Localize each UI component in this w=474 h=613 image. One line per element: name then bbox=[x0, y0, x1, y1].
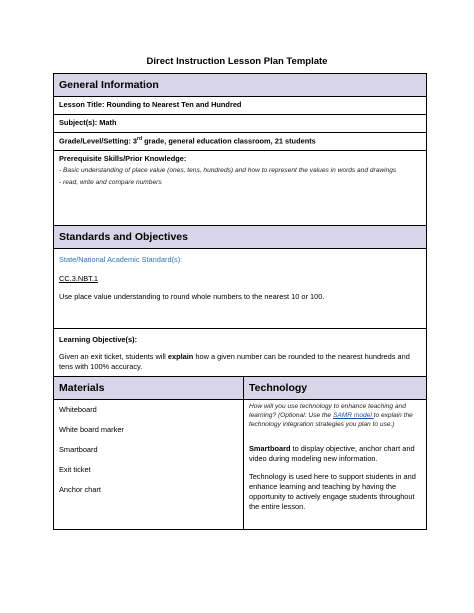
learning-objective-label: Learning Objective(s): bbox=[59, 335, 138, 345]
general-information-heading: General Information bbox=[54, 74, 427, 97]
objective-text-pre: Given an exit ticket, students will bbox=[59, 352, 168, 362]
standards-objectives-table bbox=[53, 225, 427, 377]
material-item: Anchor chart bbox=[59, 485, 101, 495]
technology-heading: Technology bbox=[244, 377, 427, 400]
materials-technology-table bbox=[53, 376, 427, 530]
material-item: White board marker bbox=[59, 425, 124, 435]
prerequisite-label: Prerequisite Skills/Prior Knowledge: bbox=[59, 154, 187, 164]
material-item: Smartboard bbox=[59, 445, 98, 455]
lesson-title: Lesson Title: Rounding to Nearest Ten and Hundred bbox=[54, 97, 427, 115]
technology-prompt-post: to explain the technology integration strategies you plan to use.) bbox=[249, 412, 413, 428]
document-title: Direct Instruction Lesson Plan Template bbox=[146, 56, 328, 67]
materials-heading: Materials bbox=[54, 377, 244, 400]
grade-sup: rd bbox=[137, 136, 143, 143]
technology-cell bbox=[244, 400, 427, 530]
standards-objectives-heading: Standards and Objectives bbox=[54, 226, 427, 249]
smartboard-bold: Smartboard bbox=[249, 443, 291, 453]
smartboard-text: to display objective, anchor chart and video during modeling new information. bbox=[249, 443, 415, 463]
technology-smartboard bbox=[249, 444, 421, 464]
learning-objective-cell bbox=[54, 329, 427, 377]
materials-list bbox=[54, 400, 244, 530]
state-standard-label: State/National Academic Standard(s): bbox=[59, 255, 183, 265]
samr-model-link[interactable]: SAMR model bbox=[332, 412, 374, 420]
standard-code: CC.3.NBT.1 bbox=[59, 274, 99, 284]
learning-objective-text bbox=[59, 352, 421, 372]
grade-suffix: grade, general education classroom, 21 students bbox=[142, 136, 316, 146]
objective-text-post: how a given number can be rounded to the nearest hundreds and tens with 100% accuracy. bbox=[59, 352, 410, 372]
prerequisite-skills bbox=[54, 151, 427, 229]
material-item: Whiteboard bbox=[59, 405, 97, 415]
subjects: Subject(s): Math bbox=[54, 115, 427, 133]
grade-level-setting bbox=[54, 133, 427, 151]
standards-cell bbox=[54, 249, 427, 329]
material-item: Exit ticket bbox=[59, 465, 91, 475]
technology-prompt bbox=[249, 403, 421, 430]
standard-description: Use place value understanding to round whole numbers to the nearest 10 or 100. bbox=[59, 292, 325, 302]
objective-text-bold: explain bbox=[167, 352, 194, 362]
technology-support: Technology is used here to support students in and enhance learning and teaching by having the opportunity to actively engage students throughout the entire lesson. bbox=[249, 471, 416, 511]
prerequisite-item-1: - Basic understanding of place value (ones, tens, hundreds) and how to represent the values in words and drawings bbox=[59, 167, 397, 175]
prerequisite-item-2: - read, write and compare numbers bbox=[59, 179, 162, 187]
grade-prefix: Grade/Level/Setting: 3 bbox=[59, 136, 138, 146]
general-information-table bbox=[53, 73, 427, 229]
technology-prompt-pre: How will you use technology to enhance teaching and learning? (Optional: Use the bbox=[249, 403, 406, 420]
